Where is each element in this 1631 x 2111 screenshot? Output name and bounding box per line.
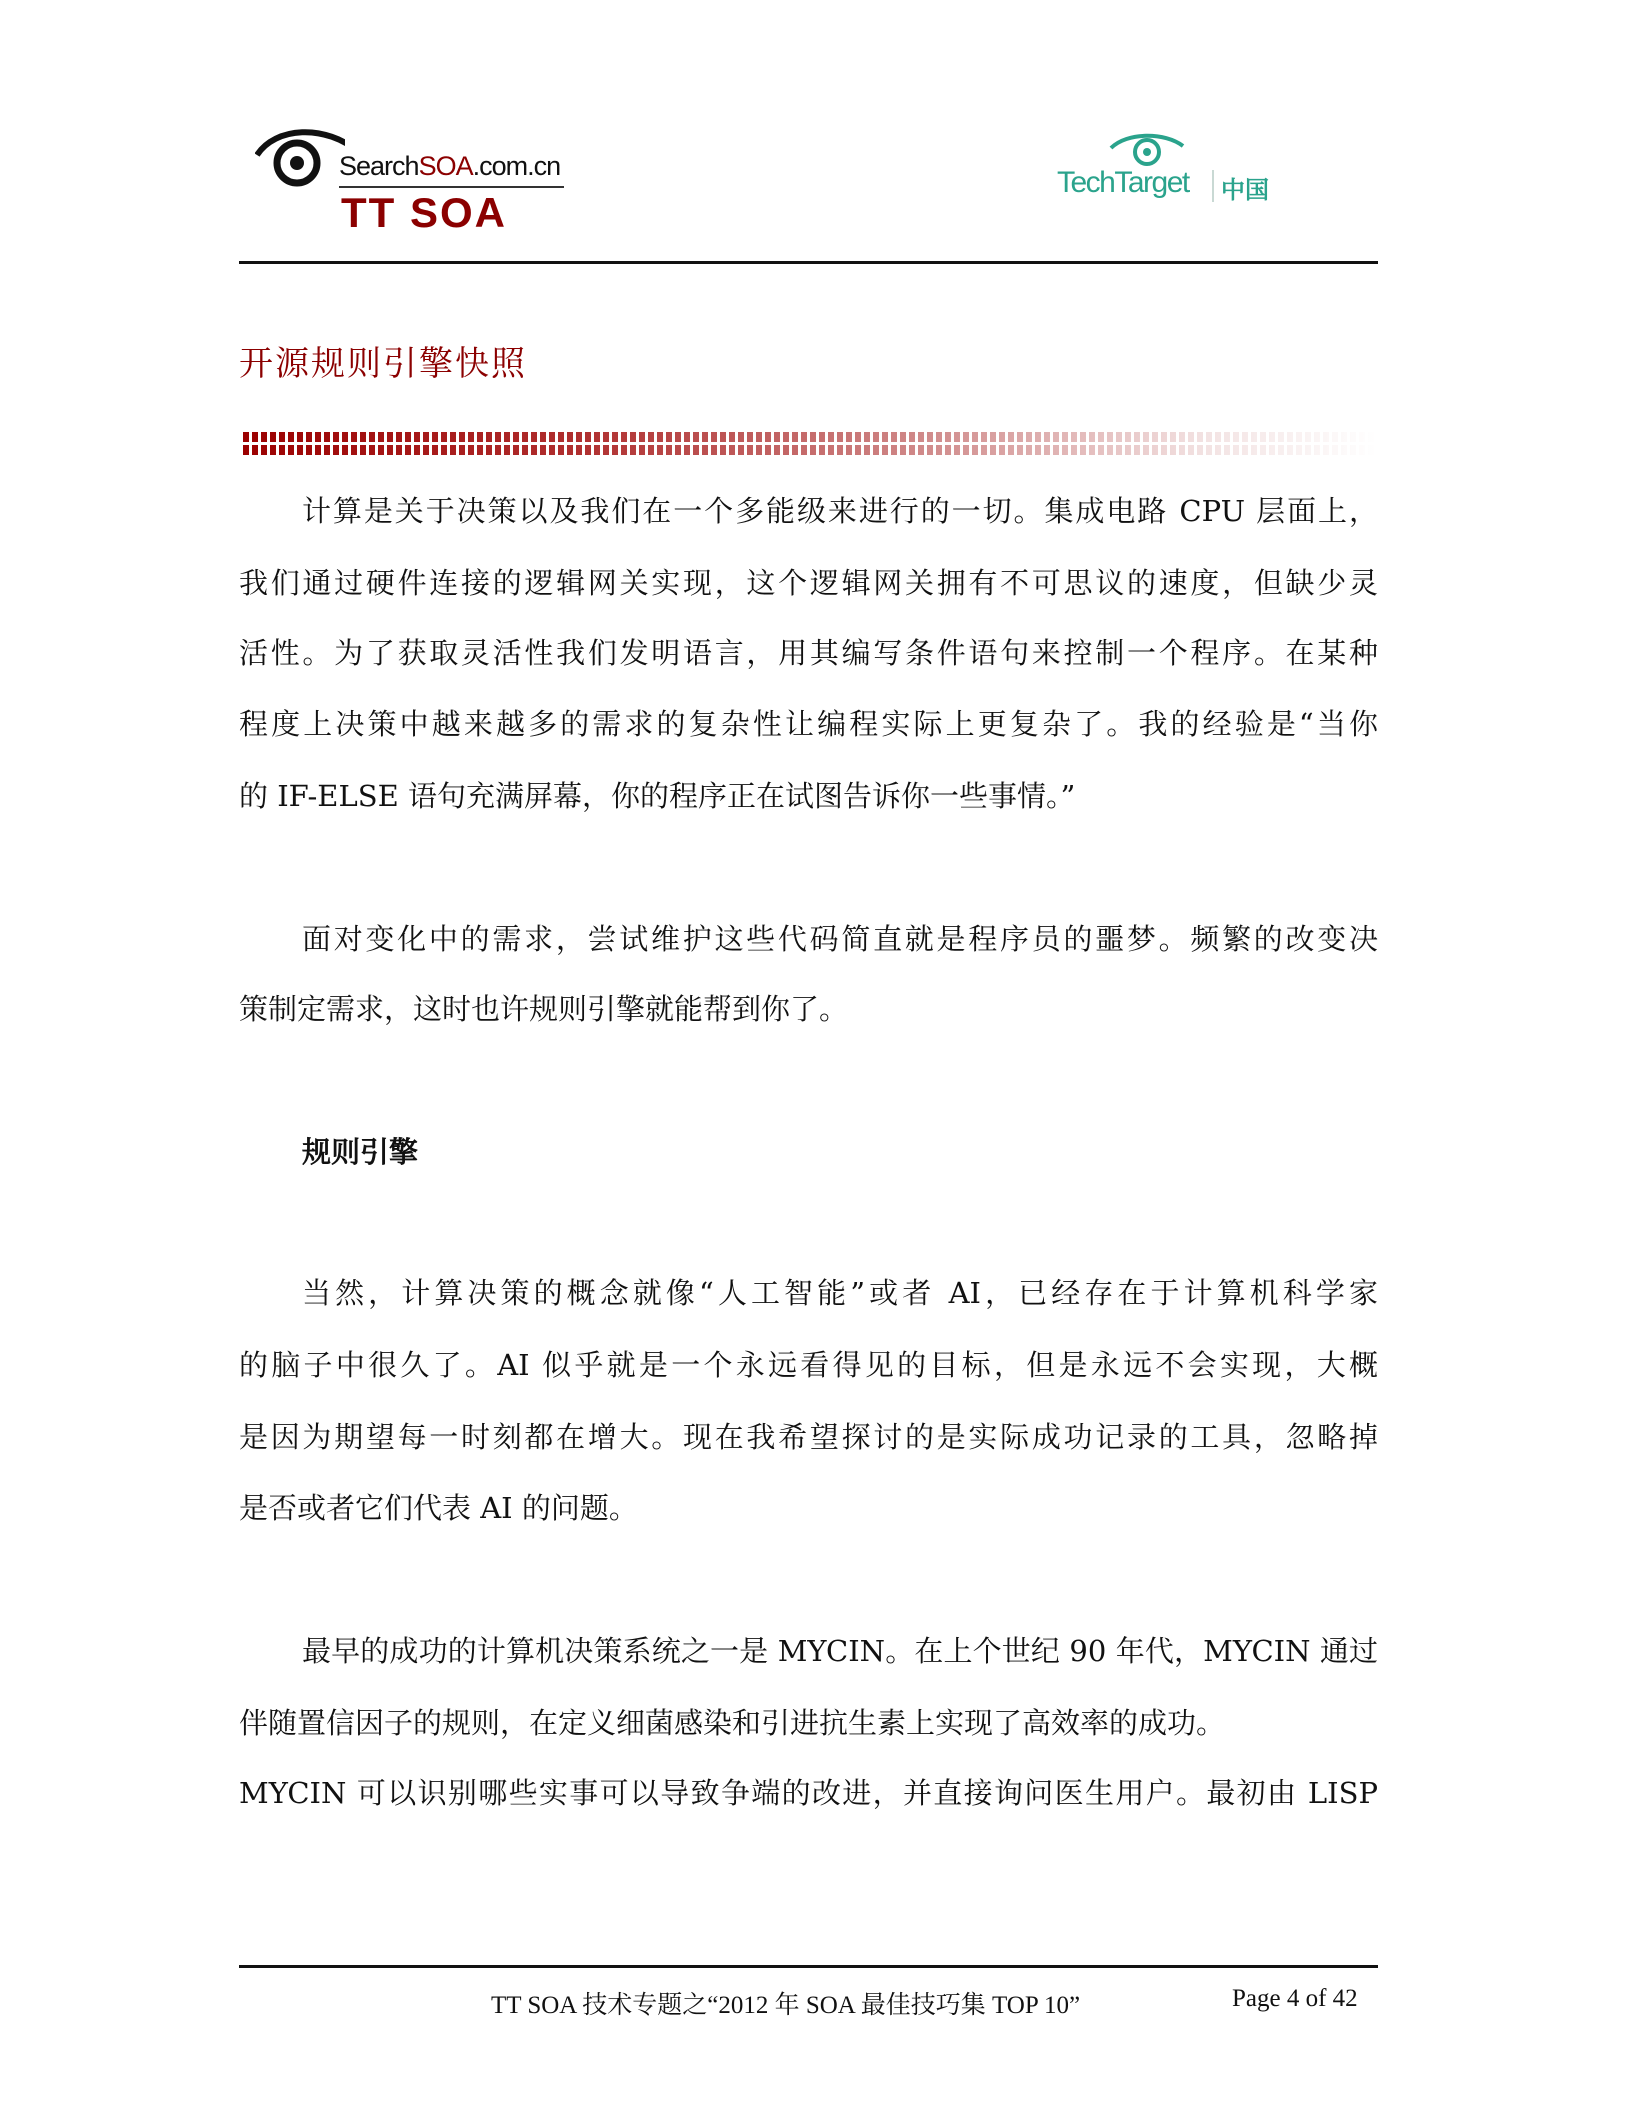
decorative-stripe-top — [243, 432, 1378, 442]
text-line: MYCIN 可以识别哪些实事可以导致争端的改进，并直接询问医生用户。最初由 LISP — [239, 1776, 1378, 1810]
text-line: 策制定需求，这时也许规则引擎就能帮到你了。 — [239, 992, 849, 1026]
logo-divider — [339, 186, 564, 188]
techtarget-wordmark: TechTarget — [1057, 166, 1189, 199]
text-line: 的脑子中很久了。AI 似乎就是一个永远看得见的目标，但是永远不会实现，大概 — [239, 1348, 1378, 1382]
page-number: Page 4 of 42 — [1232, 1985, 1358, 2012]
page-title: 开源规则引擎快照 — [239, 344, 527, 384]
section-heading: 规则引擎 — [302, 1135, 419, 1169]
text-line: 活性。为了获取灵活性我们发明语言，用其编写条件语句来控制一个程序。在某种 — [239, 636, 1378, 670]
header-rule — [239, 261, 1378, 264]
text-line: 当然，计算决策的概念就像“人工智能”或者 AI，已经存在于计算机科学家 — [302, 1276, 1378, 1310]
tt-soa-wordmark: TT SOA — [341, 189, 507, 236]
footer-rule — [239, 1965, 1378, 1968]
techtarget-region: 中国 — [1221, 176, 1269, 204]
text-line: 我们通过硬件连接的逻辑网关实现，这个逻辑网关拥有不可思议的速度，但缺少灵 — [239, 566, 1378, 600]
text-line: 最早的成功的计算机决策系统之一是 MYCIN。在上个世纪 90 年代，MYCIN 通过 — [302, 1634, 1378, 1668]
eye-logo-icon — [255, 125, 345, 195]
text-line: 面对变化中的需求，尝试维护这些代码简直就是程序员的噩梦。频繁的改变决 — [302, 922, 1378, 956]
searchsoa-logo — [255, 125, 575, 235]
text-line: 是否或者它们代表 AI 的问题。 — [239, 1491, 638, 1525]
techtarget-eye-icon — [1107, 130, 1187, 168]
footer-title: TT SOA 技术专题之“2012 年 SOA 最佳技巧集 TOP 10” — [491, 1992, 1081, 2019]
text-line: 计算是关于决策以及我们在一个多能级来进行的一切。集成电路 CPU 层面上， — [302, 494, 1378, 528]
searchsoa-wordmark: SearchSOA.com.cn — [339, 151, 561, 181]
text-line: 程度上决策中越来越多的需求的复杂性让编程实际上更复杂了。我的经验是“当你 — [239, 707, 1378, 741]
decorative-stripe-bottom — [243, 445, 1378, 455]
text-line: 伴随置信因子的规则，在定义细菌感染和引进抗生素上实现了高效率的成功。 — [239, 1706, 1226, 1740]
text-line: 是因为期望每一时刻都在增大。现在我希望探讨的是实际成功记录的工具，忽略掉 — [239, 1420, 1378, 1454]
logo-separator — [1212, 170, 1214, 202]
techtarget-logo — [1045, 130, 1269, 210]
text-line: 的 IF-ELSE 语句充满屏幕，你的程序正在试图告诉你一些事情。” — [239, 779, 1076, 813]
